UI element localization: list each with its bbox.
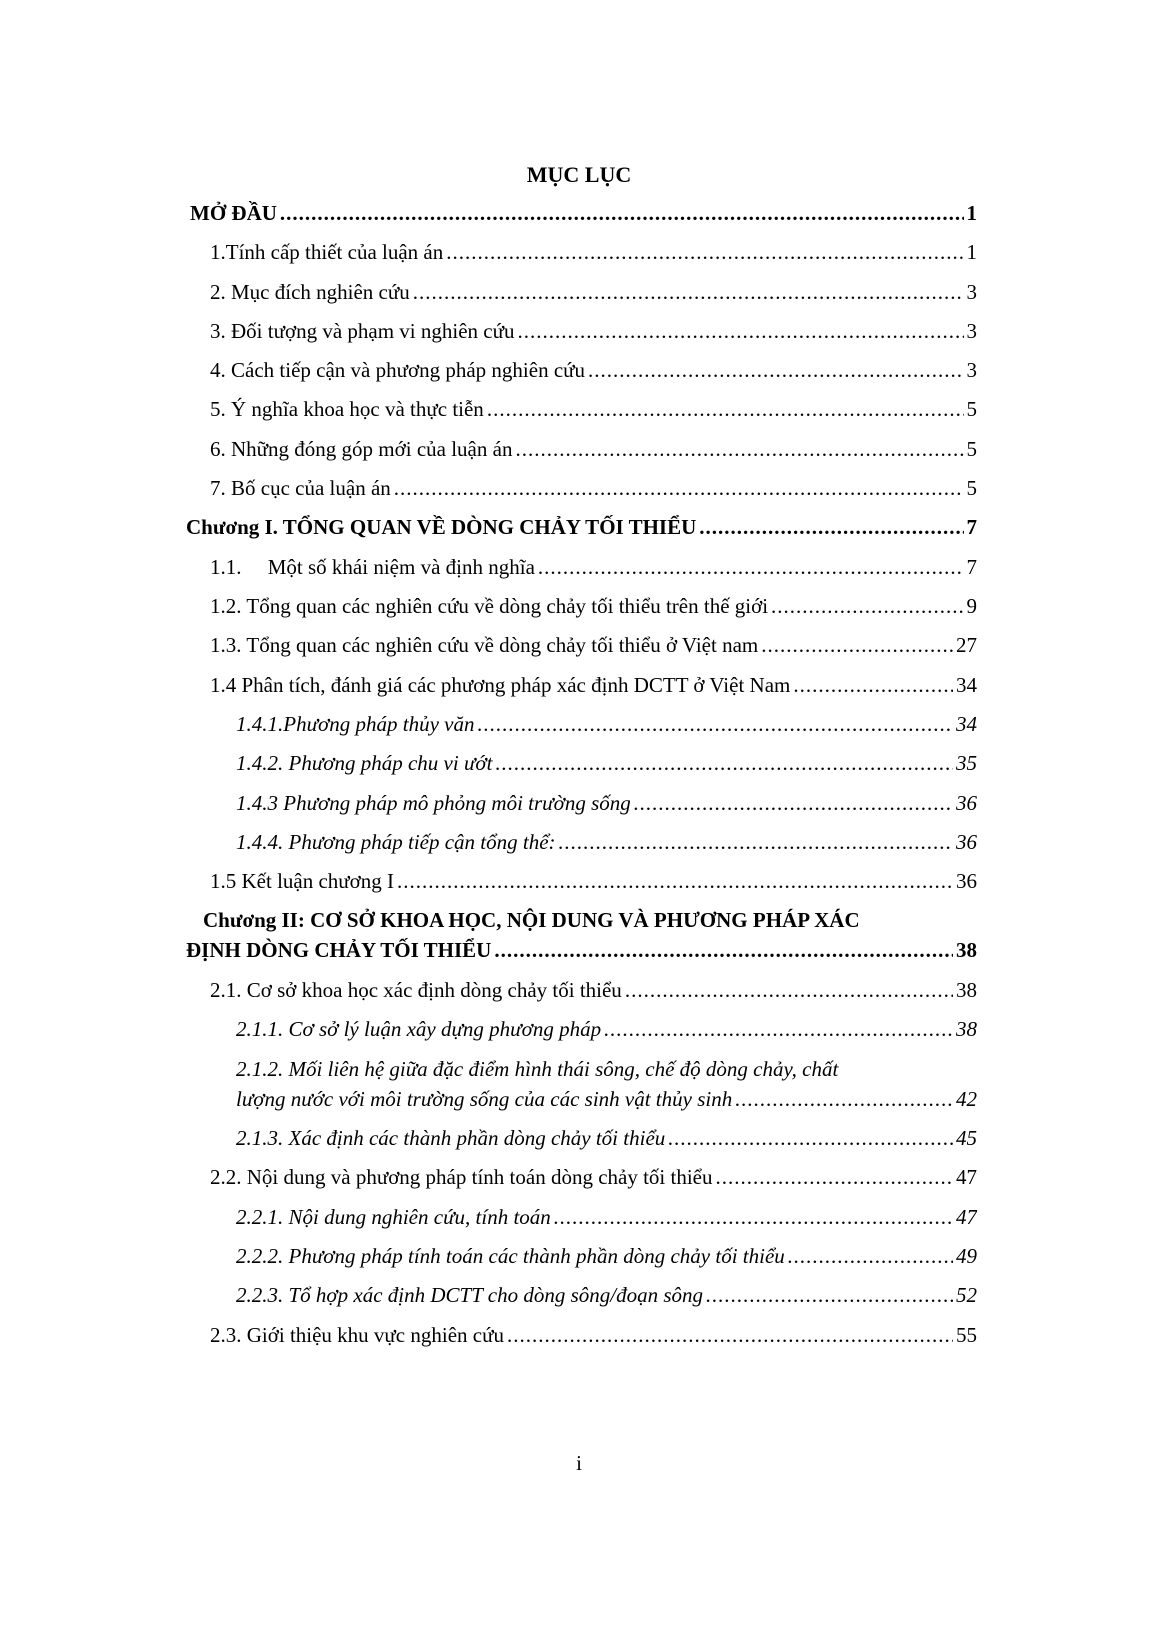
toc-entry-label: 1.4.4. Phương pháp tiếp cận tổng thể: [236, 830, 556, 854]
toc-entry-2-3[interactable] [210, 1320, 977, 1350]
toc-entry-page: 3 [966, 280, 977, 304]
toc-entry-label: 6. Những đóng góp mới của luận án [210, 437, 513, 461]
leader-dots [515, 434, 963, 464]
toc-entry-label: 3. Đối tượng và phạm vi nghiên cứu [210, 319, 515, 343]
toc-entry-label: 2.1.3. Xác định các thành phần dòng chảy tối thiểu [236, 1126, 666, 1150]
toc-entry-label: 1.1. Một số khái niệm và định nghĩa [210, 555, 535, 579]
toc-entry-2-1-2[interactable] [236, 1054, 977, 1114]
leader-dots [495, 748, 953, 778]
toc-entry-label: 1.4.1.Phương pháp thủy văn [236, 712, 475, 736]
toc-entry-page: 36 [956, 830, 977, 854]
leader-dots [494, 935, 953, 965]
leader-dots [397, 866, 953, 896]
leader-dots [518, 316, 964, 346]
toc-entry-y-nghia[interactable] [210, 394, 977, 424]
toc-entry-page: 52 [956, 1283, 977, 1307]
toc-entry-label: 2.3. Giới thiệu khu vực nghiên cứu [210, 1323, 504, 1347]
toc-entry-tinh-cap-thiet[interactable] [210, 237, 977, 267]
toc-entry-page: 9 [966, 594, 977, 618]
toc-entry-page: 42 [956, 1087, 977, 1111]
leader-dots [394, 473, 964, 503]
toc-entry-1-4-4[interactable] [236, 827, 977, 857]
leader-dots [559, 827, 953, 857]
toc-entry-page: 7 [966, 555, 977, 579]
leader-dots [554, 1202, 953, 1232]
toc-entry-label: 1.4 Phân tích, đánh giá các phương pháp xác định DCTT ở Việt Nam [210, 673, 791, 697]
toc-entry-label: 1.Tính cấp thiết của luận án [210, 240, 444, 264]
toc-entry-page: 38 [956, 978, 977, 1002]
toc-entry-label: 5. Ý nghĩa khoa học và thực tiễn [210, 397, 484, 421]
toc-entry-label: Chương I. TỔNG QUAN VỀ DÒNG CHẢY TỐI THIỂU [186, 515, 697, 539]
toc-entry-page: 38 [956, 938, 977, 962]
leader-dots [477, 709, 953, 739]
leader-dots [604, 1014, 953, 1044]
leader-dots [706, 1280, 953, 1310]
toc-entry-label: 2.1. Cơ sở khoa học xác định dòng chảy tối thiểu [210, 978, 622, 1002]
toc-entry-label: 2.1.1. Cơ sở lý luận xây dựng phương pháp [236, 1017, 602, 1041]
toc-entry-line2 [186, 935, 977, 965]
toc-entry-page: 3 [966, 358, 977, 382]
toc-entry-1-4[interactable] [210, 670, 977, 700]
toc-entry-2-2-3[interactable] [236, 1280, 977, 1310]
toc-entry-label: 4. Cách tiếp cận và phương pháp nghiên cứu [210, 358, 586, 382]
toc-entry-page: 5 [966, 476, 977, 500]
toc-entry-doi-tuong[interactable] [210, 316, 977, 346]
toc-entry-2-1[interactable] [210, 975, 977, 1005]
toc-entry-page: 34 [956, 673, 977, 697]
leader-dots [793, 670, 953, 700]
toc-entry-1-4-1[interactable] [236, 709, 977, 739]
toc-entry-page: 47 [956, 1165, 977, 1189]
toc-entry-label-line1: 2.1.2. Mối liên hệ giữa đặc điểm hình thái sông, chế độ dòng chảy, chất [236, 1057, 839, 1081]
toc-entry-page: 1 [966, 240, 977, 264]
toc-entry-1-5[interactable] [210, 866, 977, 896]
toc-entry-label: 2. Mục đích nghiên cứu [210, 280, 410, 304]
leader-dots [668, 1123, 953, 1153]
toc-entry-label: 1.2. Tổng quan các nghiên cứu về dòng chảy tối thiểu trên thế giới [210, 594, 769, 618]
toc-entry-dong-gop[interactable] [210, 434, 977, 464]
toc-entry-2-2-1[interactable] [236, 1202, 977, 1232]
toc-entry-page: 38 [956, 1017, 977, 1041]
toc-entry-mo-dau[interactable] [190, 198, 977, 228]
toc-entry-2-1-1[interactable] [236, 1014, 977, 1044]
toc-entry-page: 36 [956, 791, 977, 815]
toc-entry-cach-tiep-can[interactable] [210, 355, 977, 385]
leader-dots [280, 198, 964, 228]
leader-dots [625, 975, 953, 1005]
toc-entry-label: 1.3. Tổng quan các nghiên cứu về dòng chảy tối thiểu ở Việt nam [210, 633, 759, 657]
toc-entry-page: 3 [966, 319, 977, 343]
leader-dots [634, 788, 953, 818]
toc-entry-chuong-2[interactable] [186, 905, 977, 965]
toc-entry-label: MỞ ĐẦU [190, 201, 277, 225]
leader-dots [716, 1162, 953, 1192]
toc-entry-1-4-3[interactable] [236, 788, 977, 818]
leader-dots [538, 552, 964, 582]
toc-entry-label: 2.2.3. Tổ hợp xác định DCTT cho dòng sông/đoạn sông [236, 1283, 704, 1307]
toc-entry-2-1-3[interactable] [236, 1123, 977, 1153]
toc-entry-label: 2.2.1. Nội dung nghiên cứu, tính toán [236, 1205, 551, 1229]
toc-entry-page: 47 [956, 1205, 977, 1229]
toc-entry-page: 55 [956, 1323, 977, 1347]
toc-entry-chuong-1[interactable] [186, 512, 977, 542]
leader-dots [761, 630, 953, 660]
toc-entry-1-2[interactable] [210, 591, 977, 621]
toc-entry-1-1[interactable] [210, 552, 977, 582]
toc-entry-label: 1.4.2. Phương pháp chu vi ướt [236, 751, 493, 775]
page-title: MỤC LỤC [526, 162, 632, 187]
toc-entry-page: 7 [966, 515, 977, 539]
toc-entry-2-2[interactable] [210, 1162, 977, 1192]
leader-dots [446, 237, 963, 267]
toc-entry-muc-dich[interactable] [210, 277, 977, 307]
toc-entry-label: 7. Bố cục của luận án [210, 476, 391, 500]
toc-entry-page: 27 [956, 633, 977, 657]
leader-dots [507, 1320, 953, 1350]
leader-dots [699, 512, 963, 542]
toc-entry-bo-cuc[interactable] [210, 473, 977, 503]
leader-dots [788, 1241, 953, 1271]
toc-entry-page: 36 [956, 869, 977, 893]
toc-entry-label: 1.5 Kết luận chương I [210, 869, 395, 893]
toc-entry-label: 1.4.3 Phương pháp mô phỏng môi trường sống [236, 791, 631, 815]
leader-dots [735, 1084, 953, 1114]
toc-entry-label-line2: ĐỊNH DÒNG CHẢY TỐI THIỂU [186, 938, 492, 962]
toc-entry-label-line2: lượng nước với môi trường sống của các sinh vật thủy sinh [236, 1087, 733, 1111]
toc-entry-1-4-2[interactable] [236, 748, 977, 778]
toc-entry-page: 34 [956, 712, 977, 736]
toc-entry-page: 45 [956, 1126, 977, 1150]
leader-dots [413, 277, 964, 307]
toc-entry-line2 [236, 1084, 977, 1114]
toc-entry-label: 2.2.2. Phương pháp tính toán các thành phần dòng chảy tối thiểu [236, 1244, 785, 1268]
toc-entry-label: 2.2. Nội dung và phương pháp tính toán dòng chảy tối thiểu [210, 1165, 713, 1189]
page-number: i [576, 1451, 582, 1475]
toc-entry-label-line1: Chương II: CƠ SỞ KHOA HỌC, NỘI DUNG VÀ PHƯƠNG PHÁP XÁC [203, 908, 860, 932]
toc-entry-page: 49 [956, 1244, 977, 1268]
toc-entry-2-2-2[interactable] [236, 1241, 977, 1271]
toc-entry-page: 5 [966, 397, 977, 421]
leader-dots [588, 355, 963, 385]
leader-dots [487, 394, 964, 424]
toc-entry-page: 35 [956, 751, 977, 775]
toc-entry-page: 5 [966, 437, 977, 461]
toc-entry-1-3[interactable] [210, 630, 977, 660]
leader-dots [771, 591, 963, 621]
toc-entry-page: 1 [966, 201, 977, 225]
